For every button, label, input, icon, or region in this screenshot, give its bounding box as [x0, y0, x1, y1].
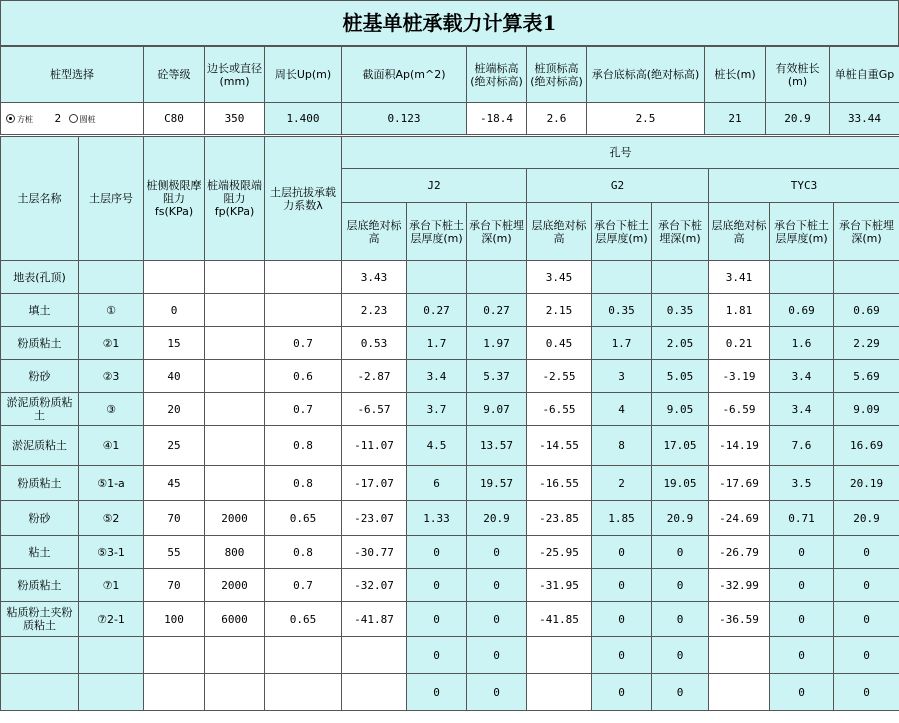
- depth-cell: 0: [834, 637, 899, 674]
- fs-cell[interactable]: 70: [144, 569, 205, 602]
- param-header-side: 边长或直径(mm): [205, 47, 265, 103]
- thickness-cell: [592, 261, 652, 294]
- bottom-elev-cell[interactable]: -31.95: [527, 569, 592, 602]
- fs-cell[interactable]: 40: [144, 360, 205, 393]
- thickness-cell: 4: [592, 393, 652, 426]
- fp-cell[interactable]: [205, 674, 265, 711]
- thickness-cell: 7.6: [770, 426, 834, 466]
- thickness-cell: [770, 261, 834, 294]
- pile-length-value: 21: [705, 103, 766, 135]
- header-depth: 承台下桩埋深(m): [652, 203, 709, 261]
- bottom-elev-cell[interactable]: -26.79: [709, 536, 770, 569]
- depth-cell: [652, 261, 709, 294]
- table-row: [1, 327, 899, 360]
- layer-name-cell: 粘土: [1, 536, 79, 569]
- header-fs: 桩侧极限摩阻力fs(KPa): [144, 137, 205, 261]
- bottom-elev-cell[interactable]: -16.55: [527, 466, 592, 501]
- depth-cell: 0: [652, 602, 709, 637]
- param-header-length: 桩长(m): [705, 47, 766, 103]
- layer-name-cell: 粉砂: [1, 360, 79, 393]
- layer-no-cell: [79, 637, 144, 674]
- depth-cell: 0: [834, 569, 899, 602]
- layer-name-cell: 淤泥质粘土: [1, 426, 79, 466]
- table-row: [1, 294, 899, 327]
- table-row: [1, 261, 899, 294]
- depth-cell: [467, 261, 527, 294]
- table-row: [1, 501, 899, 536]
- bottom-elev-cell[interactable]: -24.69: [709, 501, 770, 536]
- bottom-elev-cell[interactable]: -36.59: [709, 602, 770, 637]
- table-row: [1, 536, 899, 569]
- uplift-cell[interactable]: [265, 294, 342, 327]
- bottom-elev-cell[interactable]: 0.21: [709, 327, 770, 360]
- header-hole-tyc3: TYC3: [709, 169, 899, 203]
- layer-no-cell: ②3: [79, 360, 144, 393]
- thickness-cell: 1.7: [407, 327, 467, 360]
- fp-cell[interactable]: [205, 360, 265, 393]
- fp-cell[interactable]: 2000: [205, 501, 265, 536]
- layer-name-cell: 填土: [1, 294, 79, 327]
- thickness-cell: 2: [592, 466, 652, 501]
- bottom-elev-cell[interactable]: -6.55: [527, 393, 592, 426]
- bottom-elev-cell[interactable]: -11.07: [342, 426, 407, 466]
- layer-no-cell: ①: [79, 294, 144, 327]
- thickness-cell: 0.71: [770, 501, 834, 536]
- depth-cell: 0: [467, 536, 527, 569]
- bottom-elev-cell[interactable]: -2.55: [527, 360, 592, 393]
- radio-unselected-icon: [69, 114, 78, 123]
- layer-no-cell: [79, 261, 144, 294]
- depth-cell: 19.57: [467, 466, 527, 501]
- thickness-cell: 0.69: [770, 294, 834, 327]
- thickness-cell: 0: [592, 569, 652, 602]
- bottom-elev-cell[interactable]: -23.07: [342, 501, 407, 536]
- uplift-cell[interactable]: 0.65: [265, 501, 342, 536]
- layer-name-cell: [1, 674, 79, 711]
- depth-cell: 13.57: [467, 426, 527, 466]
- bottom-elev-cell[interactable]: 3.43: [342, 261, 407, 294]
- depth-cell: [834, 261, 899, 294]
- fs-cell[interactable]: 0: [144, 294, 205, 327]
- header-fp: 桩端极限端阻力fp(KPa): [205, 137, 265, 261]
- layer-name-cell: 粉质粘土: [1, 327, 79, 360]
- layer-no-cell: ⑤3-1: [79, 536, 144, 569]
- bottom-elev-cell[interactable]: -2.87: [342, 360, 407, 393]
- depth-cell: 0: [652, 637, 709, 674]
- depth-cell: 9.09: [834, 393, 899, 426]
- bottom-elev-cell[interactable]: -6.57: [342, 393, 407, 426]
- layer-no-cell: ⑦1: [79, 569, 144, 602]
- cap-elev-value[interactable]: 2.5: [587, 103, 705, 135]
- bottom-elev-cell[interactable]: 2.15: [527, 294, 592, 327]
- param-header-area: 截面积Ap(m^2): [342, 47, 467, 103]
- top-elev-value[interactable]: 2.6: [527, 103, 587, 135]
- fs-cell[interactable]: 45: [144, 466, 205, 501]
- table-row: [1, 393, 899, 426]
- bottom-elev-cell[interactable]: -14.19: [709, 426, 770, 466]
- depth-cell: 17.05: [652, 426, 709, 466]
- header-hole-j2: J2: [342, 169, 527, 203]
- uplift-cell[interactable]: [265, 261, 342, 294]
- thickness-cell: 3.7: [407, 393, 467, 426]
- tip-elev-value[interactable]: -18.4: [467, 103, 527, 135]
- layer-name-cell: 粉质粘土: [1, 569, 79, 602]
- header-thickness: 承台下桩土层厚度(m): [770, 203, 834, 261]
- thickness-cell: 0: [592, 602, 652, 637]
- concrete-grade-value[interactable]: C80: [144, 103, 205, 135]
- bottom-elev-cell[interactable]: 3.45: [527, 261, 592, 294]
- bottom-elev-cell[interactable]: -32.99: [709, 569, 770, 602]
- thickness-cell: 0: [770, 674, 834, 711]
- fp-cell[interactable]: 6000: [205, 602, 265, 637]
- fp-cell[interactable]: [205, 466, 265, 501]
- table-row: [1, 466, 899, 501]
- param-header-weight: 单桩自重Gp: [830, 47, 899, 103]
- layer-name-cell: [1, 637, 79, 674]
- depth-cell: 0: [652, 536, 709, 569]
- thickness-cell: 1.33: [407, 501, 467, 536]
- thickness-cell: 0: [592, 674, 652, 711]
- layer-no-cell: [79, 674, 144, 711]
- weight-value: 33.44: [830, 103, 899, 135]
- thickness-cell: 1.7: [592, 327, 652, 360]
- thickness-cell: 3.5: [770, 466, 834, 501]
- layer-name-cell: 淤泥质粉质粘土: [1, 393, 79, 426]
- bottom-elev-cell[interactable]: 1.81: [709, 294, 770, 327]
- depth-cell: 0: [652, 674, 709, 711]
- fp-cell[interactable]: 800: [205, 536, 265, 569]
- param-header-tip-elev: 桩端标高(绝对标高): [467, 47, 527, 103]
- sheet-title: 桩基单桩承载力计算表1: [1, 1, 899, 46]
- fp-cell[interactable]: [205, 327, 265, 360]
- header-thickness: 承台下桩土层厚度(m): [592, 203, 652, 261]
- depth-cell: 0: [467, 602, 527, 637]
- bottom-elev-cell[interactable]: [527, 674, 592, 711]
- table-row: [1, 602, 899, 637]
- fs-cell[interactable]: 20: [144, 393, 205, 426]
- param-header-top-elev: 桩顶标高(绝对标高): [527, 47, 587, 103]
- title-table: [0, 0, 899, 46]
- fs-cell[interactable]: [144, 674, 205, 711]
- bottom-elev-cell[interactable]: -6.59: [709, 393, 770, 426]
- bottom-elev-cell[interactable]: 0.53: [342, 327, 407, 360]
- thickness-cell: 0.27: [407, 294, 467, 327]
- thickness-cell: 1.85: [592, 501, 652, 536]
- layer-name-cell: 粘质粉土夹粉质粘土: [1, 602, 79, 637]
- depth-cell: 1.97: [467, 327, 527, 360]
- layer-no-cell: ⑤2: [79, 501, 144, 536]
- depth-cell: 16.69: [834, 426, 899, 466]
- fp-cell[interactable]: [205, 637, 265, 674]
- table-row: [1, 569, 899, 602]
- uplift-cell[interactable]: 0.8: [265, 466, 342, 501]
- fs-cell[interactable]: 100: [144, 602, 205, 637]
- bottom-elev-cell[interactable]: -41.87: [342, 602, 407, 637]
- thickness-cell: 0: [592, 536, 652, 569]
- depth-cell: 0.27: [467, 294, 527, 327]
- uplift-cell[interactable]: 0.7: [265, 393, 342, 426]
- bottom-elev-cell[interactable]: 0.45: [527, 327, 592, 360]
- fs-cell[interactable]: 15: [144, 327, 205, 360]
- layer-no-cell: ⑦2-1: [79, 602, 144, 637]
- depth-cell: 20.9: [834, 501, 899, 536]
- header-bottom-elev: 层底绝对标高: [527, 203, 592, 261]
- bottom-elev-cell[interactable]: [527, 637, 592, 674]
- layer-no-cell: ④1: [79, 426, 144, 466]
- thickness-cell: 0: [770, 602, 834, 637]
- fp-cell[interactable]: [205, 261, 265, 294]
- bottom-elev-cell[interactable]: -23.85: [527, 501, 592, 536]
- table-row: [1, 426, 899, 466]
- depth-cell: 0: [834, 602, 899, 637]
- fs-cell[interactable]: 25: [144, 426, 205, 466]
- bottom-elev-cell[interactable]: -17.07: [342, 466, 407, 501]
- thickness-cell: 3.4: [770, 360, 834, 393]
- table-row: [1, 637, 899, 674]
- depth-cell: 0.69: [834, 294, 899, 327]
- thickness-cell: 0.35: [592, 294, 652, 327]
- layer-no-cell: ②1: [79, 327, 144, 360]
- thickness-cell: 3.4: [407, 360, 467, 393]
- pile-type-number: 2: [54, 111, 62, 125]
- thickness-cell: 0: [592, 637, 652, 674]
- header-hole-g2: G2: [527, 169, 709, 203]
- fs-cell[interactable]: [144, 261, 205, 294]
- radio-round-pile[interactable]: 圆桩: [69, 112, 96, 125]
- depth-cell: 0: [467, 637, 527, 674]
- table-row: [1, 360, 899, 393]
- param-header-eff-length: 有效桩长(m): [766, 47, 830, 103]
- radio-square-pile[interactable]: 方桩: [6, 112, 37, 125]
- depth-cell: 0.35: [652, 294, 709, 327]
- param-header-cap-elev: 承台底标高(绝对标高): [587, 47, 705, 103]
- header-depth: 承台下桩埋深(m): [834, 203, 899, 261]
- bottom-elev-cell[interactable]: -41.85: [527, 602, 592, 637]
- depth-cell: 0: [467, 674, 527, 711]
- table-row: [1, 674, 899, 711]
- header-layer-no: 土层序号: [79, 137, 144, 261]
- thickness-cell: 8: [592, 426, 652, 466]
- thickness-cell: 1.6: [770, 327, 834, 360]
- layer-no-cell: ③: [79, 393, 144, 426]
- uplift-cell[interactable]: 0.7: [265, 569, 342, 602]
- thickness-cell: 3.4: [770, 393, 834, 426]
- depth-cell: 20.9: [652, 501, 709, 536]
- thickness-cell: [407, 261, 467, 294]
- depth-cell: 0: [652, 569, 709, 602]
- uplift-cell[interactable]: 0.65: [265, 602, 342, 637]
- thickness-cell: 4.5: [407, 426, 467, 466]
- fs-cell[interactable]: [144, 637, 205, 674]
- params-table: [0, 46, 899, 135]
- bottom-elev-cell[interactable]: -17.69: [709, 466, 770, 501]
- depth-cell: 9.05: [652, 393, 709, 426]
- bottom-elev-cell[interactable]: -3.19: [709, 360, 770, 393]
- thickness-cell: 0: [407, 637, 467, 674]
- bottom-elev-cell[interactable]: [709, 637, 770, 674]
- soil-table: [0, 136, 899, 711]
- layer-name-cell: 地表(孔顶): [1, 261, 79, 294]
- thickness-cell: 0: [770, 637, 834, 674]
- depth-cell: 20.9: [467, 501, 527, 536]
- param-header-pile-type: 桩型选择: [1, 47, 144, 103]
- depth-cell: 9.07: [467, 393, 527, 426]
- fs-cell[interactable]: 55: [144, 536, 205, 569]
- radio-selected-icon: [6, 114, 15, 123]
- thickness-cell: 0: [407, 569, 467, 602]
- bottom-elev-cell[interactable]: -14.55: [527, 426, 592, 466]
- depth-cell: 0: [834, 536, 899, 569]
- depth-cell: 5.69: [834, 360, 899, 393]
- fp-cell[interactable]: [205, 393, 265, 426]
- thickness-cell: 3: [592, 360, 652, 393]
- bottom-elev-cell[interactable]: 3.41: [709, 261, 770, 294]
- layer-no-cell: ⑤1-a: [79, 466, 144, 501]
- bottom-elev-cell[interactable]: 2.23: [342, 294, 407, 327]
- depth-cell: 5.05: [652, 360, 709, 393]
- depth-cell: 0: [467, 569, 527, 602]
- header-bottom-elev: 层底绝对标高: [709, 203, 770, 261]
- thickness-cell: 0: [407, 674, 467, 711]
- header-bottom-elev: 层底绝对标高: [342, 203, 407, 261]
- bottom-elev-cell[interactable]: -25.95: [527, 536, 592, 569]
- depth-cell: 19.05: [652, 466, 709, 501]
- area-value: 0.123: [342, 103, 467, 135]
- header-hole-no: 孔号: [342, 137, 899, 169]
- depth-cell: 2.05: [652, 327, 709, 360]
- bottom-elev-cell[interactable]: -30.77: [342, 536, 407, 569]
- bottom-elev-cell[interactable]: [709, 674, 770, 711]
- fp-cell[interactable]: [205, 426, 265, 466]
- thickness-cell: 6: [407, 466, 467, 501]
- depth-cell: 5.37: [467, 360, 527, 393]
- layer-name-cell: 粉质粘土: [1, 466, 79, 501]
- perimeter-value: 1.400: [265, 103, 342, 135]
- bottom-elev-cell[interactable]: [342, 637, 407, 674]
- header-layer-name: 土层名称: [1, 137, 79, 261]
- fp-cell[interactable]: [205, 294, 265, 327]
- uplift-cell[interactable]: 0.6: [265, 360, 342, 393]
- uplift-cell[interactable]: 0.7: [265, 327, 342, 360]
- uplift-cell[interactable]: [265, 674, 342, 711]
- thickness-cell: 0: [770, 536, 834, 569]
- uplift-cell[interactable]: 0.8: [265, 426, 342, 466]
- depth-cell: 20.19: [834, 466, 899, 501]
- fs-cell[interactable]: 70: [144, 501, 205, 536]
- depth-cell: 0: [834, 674, 899, 711]
- fp-cell[interactable]: 2000: [205, 569, 265, 602]
- bottom-elev-cell[interactable]: -32.07: [342, 569, 407, 602]
- header-thickness: 承台下桩土层厚度(m): [407, 203, 467, 261]
- thickness-cell: 0: [407, 536, 467, 569]
- header-depth: 承台下桩埋深(m): [467, 203, 527, 261]
- bottom-elev-cell[interactable]: [342, 674, 407, 711]
- header-uplift: 土层抗拔承载力系数λ: [265, 137, 342, 261]
- uplift-cell[interactable]: [265, 637, 342, 674]
- param-header-perimeter: 周长Up(m): [265, 47, 342, 103]
- layer-name-cell: 粉砂: [1, 501, 79, 536]
- thickness-cell: 0: [407, 602, 467, 637]
- depth-cell: 2.29: [834, 327, 899, 360]
- pile-type-selector: [1, 103, 144, 135]
- param-header-concrete: 砼等级: [144, 47, 205, 103]
- eff-length-value: 20.9: [766, 103, 830, 135]
- uplift-cell[interactable]: 0.8: [265, 536, 342, 569]
- thickness-cell: 0: [770, 569, 834, 602]
- side-length-value[interactable]: 350: [205, 103, 265, 135]
